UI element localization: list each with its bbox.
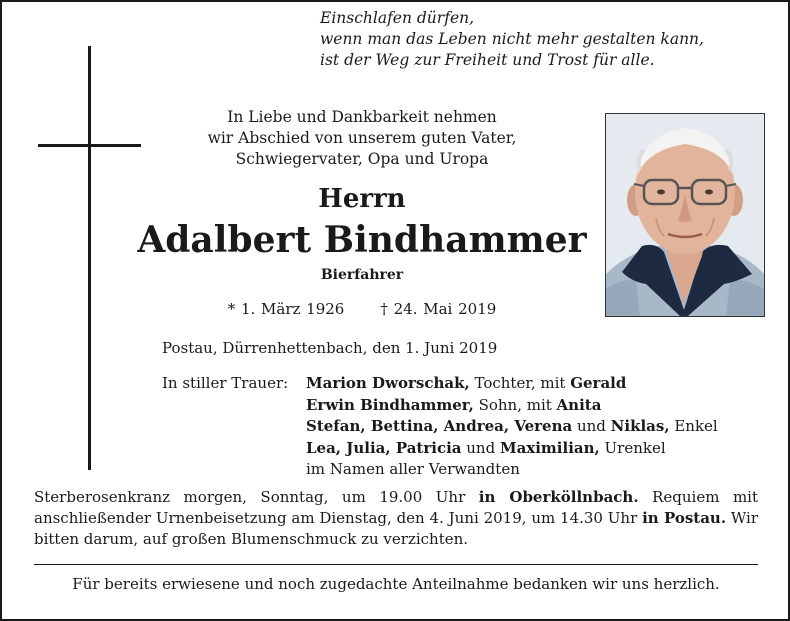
cross-vertical-bar: [88, 46, 91, 470]
divider: [34, 564, 758, 565]
mourner-name: Erwin Bindhammer,: [306, 395, 474, 414]
thanks-note: Für bereits erwiesene und noch zugedachte Anteilnahme bedanken wir uns herzlich.: [72, 575, 720, 593]
mourner-line: im Namen aller Verwandten: [306, 460, 520, 478]
mourner-relation: Sohn, mit: [473, 395, 557, 414]
mourner-names: Lea, Julia, Patricia: [306, 438, 462, 457]
announcement-location: in Postau.: [642, 509, 727, 527]
deceased-name: Adalbert Bindhammer: [137, 219, 587, 261]
verse: [320, 8, 704, 71]
intro-line: wir Abschied von unserem guten Vater,: [207, 129, 517, 147]
birth-date: * 1. März 1926: [227, 300, 345, 318]
mourners-label: In stiller Trauer:: [162, 374, 289, 392]
mourner-relation: Enkel: [669, 417, 718, 435]
mourner-line: [306, 395, 718, 417]
verse-line: ist der Weg zur Freiheit und Trost für alle.: [320, 51, 655, 69]
place-and-date: Postau, Dürrenhettenbach, den 1. Juni 2019: [162, 339, 498, 357]
conjunction: und: [572, 417, 611, 435]
salutation: Herrn: [318, 184, 406, 214]
conjunction: und: [461, 438, 500, 457]
mourner-name: Maximilian,: [499, 438, 600, 457]
service-announcement: [34, 487, 758, 550]
announcement-text: Requiem mit anschließender Urnenbeisetzung am Dienstag, den 4. Juni 2019, um 14.30 Uhr: [34, 488, 758, 527]
mourner-name: Niklas,: [610, 417, 670, 435]
mourner-names: Stefan, Bettina, Andrea, Verena: [306, 417, 573, 435]
mourner-partner: Anita: [556, 395, 602, 414]
mourners-list: [306, 373, 718, 481]
intro-text: [142, 107, 582, 170]
mourner-relation: Urenkel: [599, 438, 666, 457]
mourner-line: [306, 373, 718, 395]
verse-line: wenn man das Leben nicht mehr gestalten kann,: [320, 30, 704, 48]
announcement-text: Wir bitten darum, auf großen Blumenschmuck zu verzichten.: [34, 509, 758, 548]
intro-line: In Liebe und Dankbarkeit nehmen: [227, 108, 497, 126]
portrait-photo: [605, 113, 765, 317]
portrait-illustration: [606, 114, 764, 316]
verse-line: Einschlafen dürfen,: [320, 9, 475, 27]
announcement-location: in Oberköllnbach.: [478, 488, 639, 506]
mourner-line: [306, 416, 718, 438]
mourner-relation: Tochter, mit: [469, 374, 571, 392]
mourner-line: [306, 438, 718, 460]
deceased-occupation: Bierfahrer: [320, 267, 404, 283]
intro-line: Schwiegervater, Opa und Uropa: [235, 150, 489, 168]
announcement-text: Sterberosenkranz morgen, Sonntag, um 19.00 Uhr: [34, 488, 479, 506]
cross-horizontal-bar: [38, 144, 141, 147]
mourner-name: Marion Dworschak,: [306, 374, 470, 392]
mourner-partner: Gerald: [570, 374, 627, 392]
life-dates: [142, 299, 582, 320]
death-date: † 24. Mai 2019: [380, 300, 497, 318]
